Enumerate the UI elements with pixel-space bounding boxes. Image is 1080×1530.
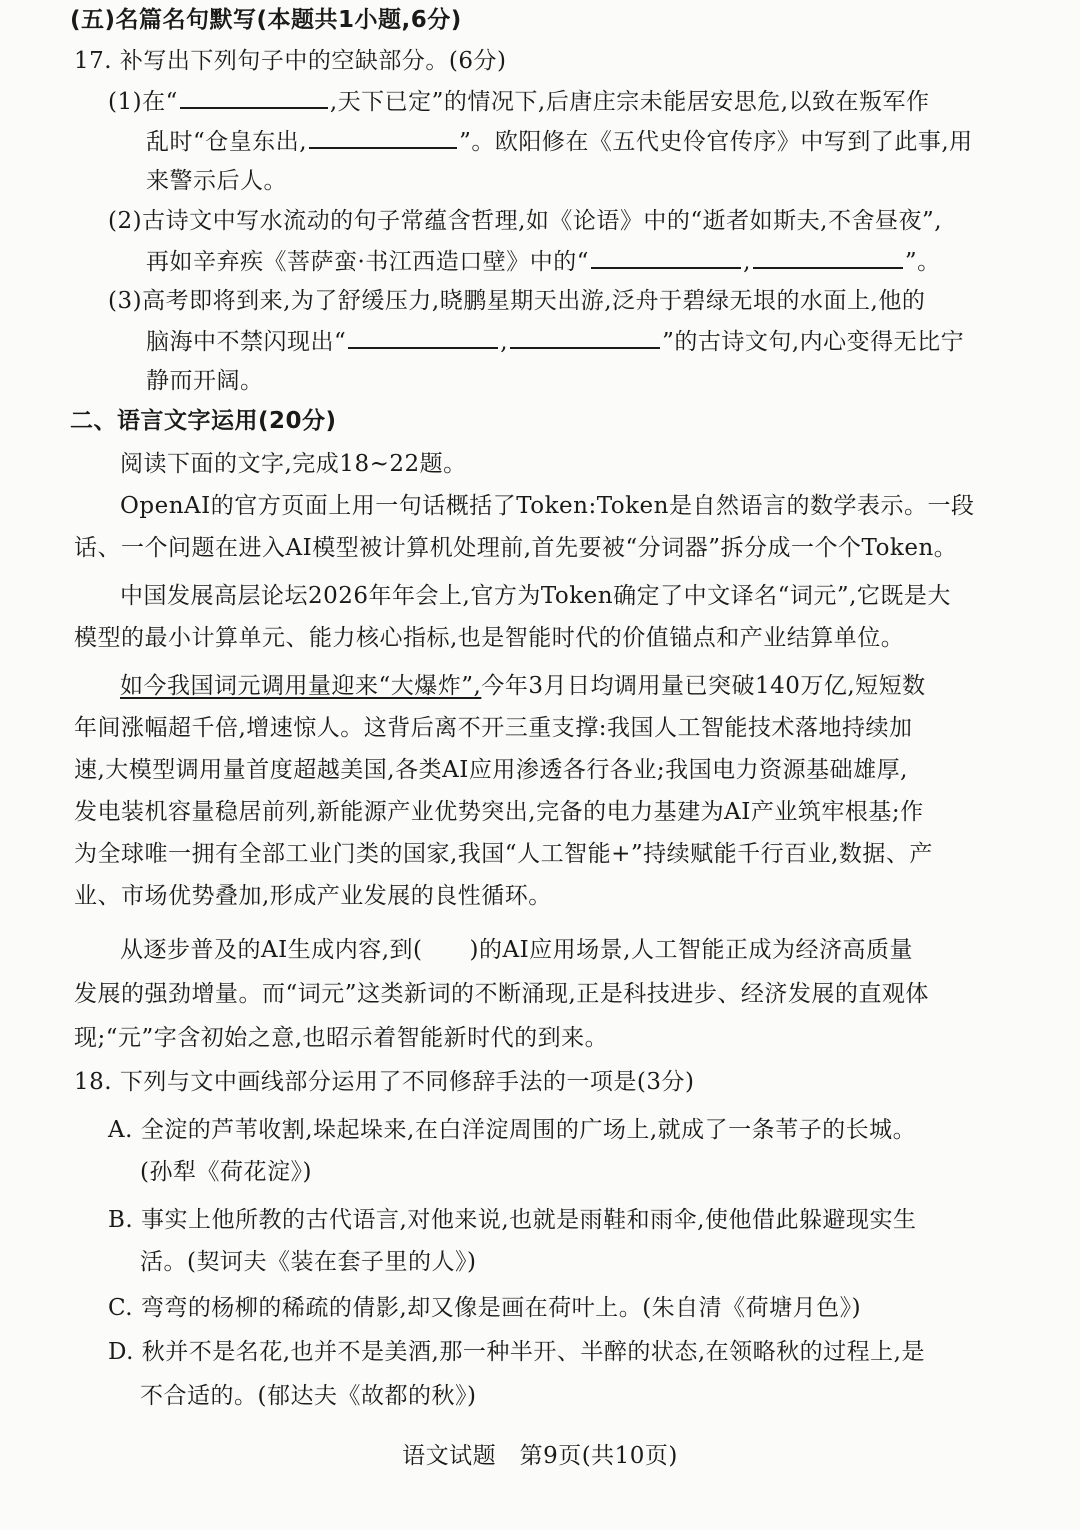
passage-p1-line-2: 话、一个问题在进入AI模型被计算机处理前,首先要被“分词器”拆分成一个个Token。: [74, 535, 958, 561]
question-18-stem: 18. 下列与文中画线部分运用了不同修辞手法的一项是(3分): [74, 1069, 695, 1095]
passage-p3-line-3: 速,大模型调用量首度超越美国,各类AI应用渗透各行各业;我国电力资源基础雄厚,: [74, 757, 908, 783]
answer-blank[interactable]: [510, 325, 660, 349]
q17-2-line-1: (2)古诗文中写水流动的句子常蕴含哲理,如《论语》中的“逝者如斯夫,不舍昼夜”,: [108, 208, 943, 234]
passage-p3-line-1: 如今我国词元调用量迎来“大爆炸”,今年3月日均调用量已突破140万亿,短短数: [120, 673, 926, 699]
passage-p4-line-1: 从逐步普及的AI生成内容,到( )的AI应用场景,人工智能正成为经济高质量: [120, 937, 913, 963]
passage-p2-line-1: 中国发展高层论坛2026年年会上,官方为Token确定了中文译名“词元”,它既是大: [120, 583, 951, 609]
q17-1-line-3: 来警示后人。: [146, 168, 287, 194]
answer-blank[interactable]: [180, 85, 328, 109]
q17-1-line-2: 乱时“仓皇东出, ”。欧阳修在《五代史伶官传序》中写到了此事,用: [146, 125, 1080, 157]
answer-blank[interactable]: [348, 325, 498, 349]
q17-2-line-2: 再如辛弃疾《菩萨蛮·书江西造口壁》中的“ , ”。: [146, 245, 1080, 277]
section-5-heading: (五)名篇名句默写(本题共1小题,6分): [70, 7, 462, 33]
q17-3-line-1: (3)高考即将到来,为了舒缓压力,晓鹏星期天出游,泛舟于碧绿无垠的水面上,他的: [108, 288, 926, 314]
passage-p2-line-2: 模型的最小计算单元、能力核心指标,也是智能时代的价值锚点和产业结算单位。: [74, 625, 905, 651]
passage-p4-line-3: 现;“元”字含初始之意,也昭示着智能新时代的到来。: [74, 1025, 609, 1051]
option-a-line-1: A. 全淀的芦苇收割,垛起垛来,在白洋淀周围的广场上,就成了一条苇子的长城。: [108, 1117, 917, 1143]
option-b-line-1: B. 事实上他所教的古代语言,对他来说,也就是雨鞋和雨伞,使他借此躲避现实生: [108, 1207, 917, 1233]
option-d-line-1: D. 秋并不是名花,也并不是美酒,那一种半开、半醉的状态,在领略秋的过程上,是: [108, 1339, 925, 1365]
option-a-line-2: (孙犁《荷花淀》): [140, 1159, 312, 1185]
question-17-stem: 17. 补写出下列句子中的空缺部分。(6分): [74, 48, 507, 74]
reading-instruction: 阅读下面的文字,完成18~22题。: [120, 451, 467, 477]
passage-p3-line-5: 为全球唯一拥有全部工业门类的国家,我国“人工智能+”持续赋能千行百业,数据、产: [74, 841, 933, 867]
option-b-line-2: 活。(契诃夫《装在套子里的人》): [140, 1249, 477, 1275]
option-c-line-1: C. 弯弯的杨柳的稀疏的倩影,却又像是画在荷叶上。(朱自清《荷塘月色》): [108, 1295, 862, 1321]
option-d-line-2: 不合适的。(郁达夫《故都的秋》): [140, 1383, 477, 1409]
passage-p3-line-4: 发电装机容量稳居前列,新能源产业优势突出,完备的电力基建为AI产业筑牢根基;作: [74, 799, 924, 825]
passage-p3-line-6: 业、市场优势叠加,形成产业发展的良性循环。: [74, 883, 552, 909]
passage-p4-line-2: 发展的强劲增量。而“词元”这类新词的不断涌现,正是科技进步、经济发展的直观体: [74, 981, 929, 1007]
answer-blank[interactable]: [753, 245, 903, 269]
section-2-heading: 二、语言文字运用(20分): [70, 408, 337, 434]
answer-blank[interactable]: [591, 245, 741, 269]
q17-3-line-2: 脑海中不禁闪现出“ , ”的古诗文句,内心变得无比宁: [146, 325, 1080, 357]
underlined-sentence: 如今我国词元调用量迎来“大爆炸”,: [120, 673, 482, 699]
page-footer: 语文试题 第9页(共10页): [402, 1443, 678, 1469]
passage-p3-line-2: 年间涨幅超千倍,增速惊人。这背后离不开三重支撑:我国人工智能技术落地持续加: [74, 715, 913, 741]
q17-1-line-1: (1)在“ ,天下已定”的情况下,后唐庄宗未能居安思危,以致在叛军作: [108, 85, 1080, 117]
q17-3-line-3: 静而开阔。: [146, 368, 264, 394]
answer-blank[interactable]: [309, 125, 457, 149]
passage-p1-line-1: OpenAI的官方页面上用一句话概括了Token:Token是自然语言的数学表示。一段: [120, 493, 975, 519]
